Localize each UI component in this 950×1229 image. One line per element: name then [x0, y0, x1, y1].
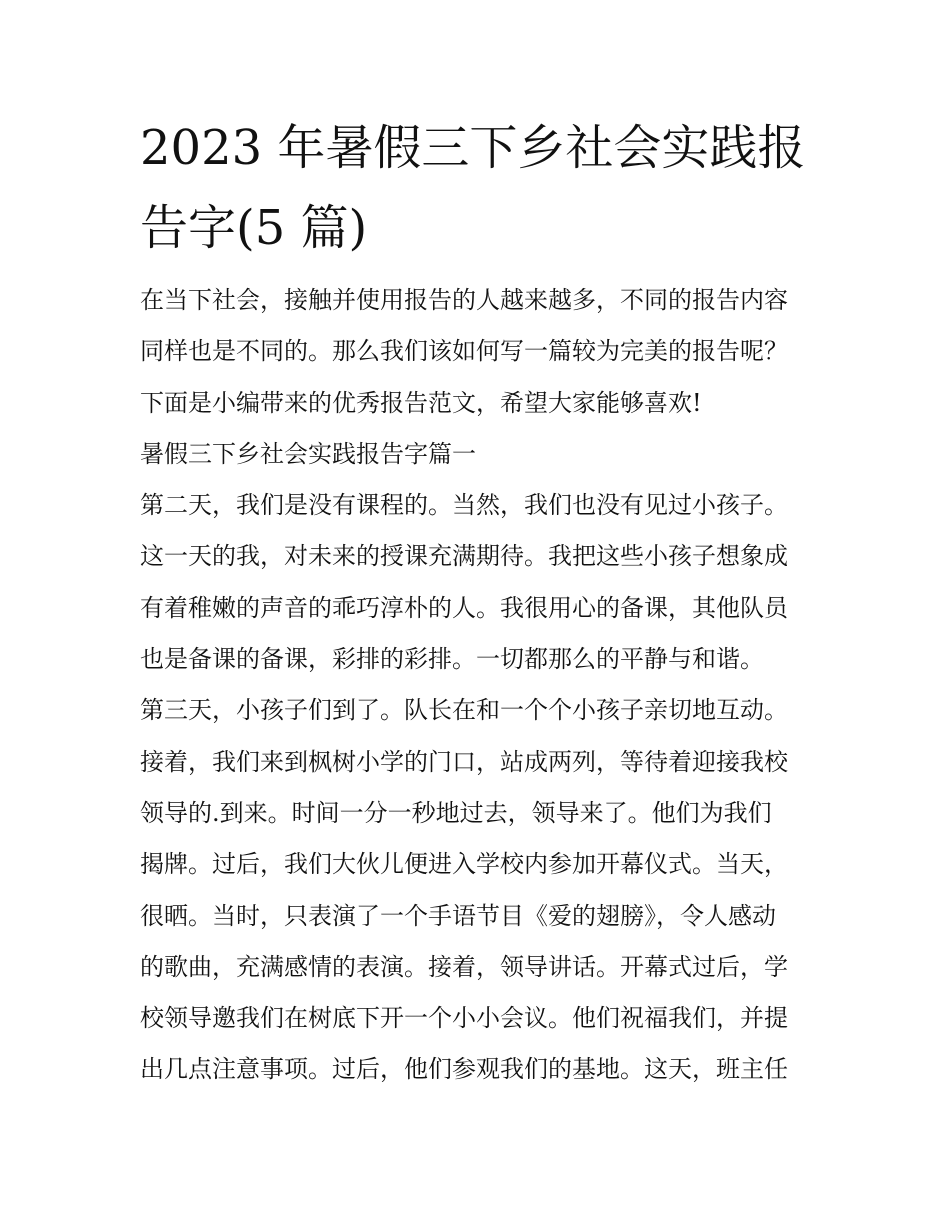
intro-paragraph: [140, 275, 830, 429]
paragraph-line: 接着，我们来到枫树小学的门口，站成两列，等待着迎接我校: [140, 747, 788, 776]
paragraph-line: 揭牌。过后，我们大伙儿便进入学校内参加开幕仪式。当天，: [140, 850, 788, 879]
paragraph-line: 第三天，小孩子们到了。队长在和一个个小孩子亲切地互动。: [140, 696, 788, 725]
paragraph-line: 有着稚嫩的声音的乖巧淳朴的人。我很用心的备课，其他队员: [140, 593, 788, 622]
intro-line: 在当下社会，接触并使用报告的人越来越多，不同的报告内容: [140, 286, 788, 314]
paragraph-line: 的歌曲，充满感情的表演。接着，领导讲话。开幕式过后，学: [140, 952, 788, 981]
paragraph-line: 校领导邀我们在树底下开一个小小会议。他们祝福我们，并提: [140, 1004, 788, 1033]
intro-line: 同样也是不同的。那么我们该如何写一篇较为完美的报告呢？: [140, 337, 788, 366]
paragraph-line: 第二天，我们是没有课程的。当然，我们也没有见过小孩子。: [140, 491, 788, 520]
paragraph-line: 这一天的我，对未来的授课充满期待。我把这些小孩子想象成: [140, 542, 788, 571]
paragraph-day-two: [140, 480, 830, 685]
paragraph-line: 也是备课的备课，彩排的彩排。一切都那么的平静与和谐。: [140, 645, 764, 674]
title-line-1: 2023 年暑假三下乡社会实践报: [140, 120, 806, 176]
section-heading: 暑假三下乡社会实践报告字篇一: [140, 439, 476, 468]
paragraph-line: 领导的.到来。时间一分一秒地过去，领导来了。他们为我们: [140, 798, 772, 827]
document-title: [140, 108, 820, 268]
paragraph-day-three: [140, 685, 830, 1095]
title-line-2: 告字(5 篇): [140, 200, 368, 256]
intro-line: 下面是小编带来的优秀报告范文，希望大家能够喜欢!: [140, 388, 702, 417]
document-body: [140, 275, 830, 1096]
paragraph-line: 很晒。当时，只表演了一个手语节目《爱的翅膀》，令人感动: [140, 901, 776, 930]
paragraph-line: 出几点注意事项。过后，他们参观我们的基地。这天，班主任: [140, 1055, 788, 1084]
